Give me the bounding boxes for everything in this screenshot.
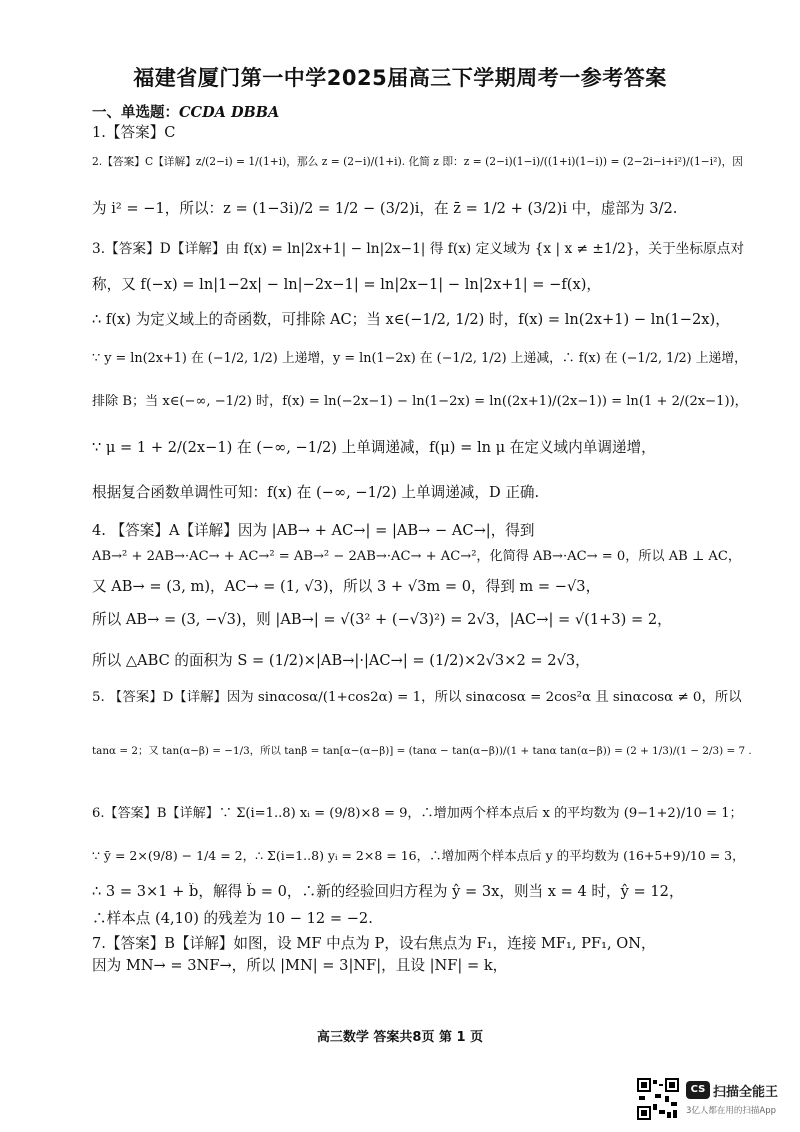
page-footer: 高三数学 答案共8页 第 1 页 bbox=[316, 1030, 484, 1045]
solution-line: 6.【答案】B【详解】∵ Σ(i=1..8) xᵢ = (9/8)×8 = 9，∴增加两个样本点后 x 的平均数为 (9−1+2)/10 = 1； bbox=[92, 806, 743, 821]
solution-line: 4. 【答案】A【详解】因为 |AB→ + AC→| = |AB→ − AC→|，得到 bbox=[92, 522, 535, 539]
solution-line: ∴样本点 (4,10) 的残差为 10 − 12 = −2. bbox=[92, 910, 373, 927]
page-title: 福建省厦门第一中学2025届高三下学期周考一参考答案 bbox=[133, 66, 667, 90]
camscanner-logo-icon: CS bbox=[686, 1081, 710, 1099]
qr-code-icon bbox=[637, 1078, 679, 1120]
camscanner-subtitle: 3亿人都在用的扫描App bbox=[686, 1106, 777, 1116]
solution-line: 为 i² = −1，所以：z = (1−3i)/2 = 1/2 − (3/2)i，在 z̄ = 1/2 + (3/2)i 中，虚部为 3/2. bbox=[92, 200, 678, 217]
section-single-choice bbox=[92, 104, 752, 122]
section-answers: CCDA DBBA bbox=[179, 104, 280, 121]
solution-line: 所以 △ABC 的面积为 S = (1/2)×|AB→|·|AC→| = (1/2)×2√3×2 = 2√3， bbox=[92, 652, 590, 669]
solution-line: AB→² + 2AB→·AC→ + AC→² = AB→² − 2AB→·AC→ + AC→²，化简得 AB→·AC→ = 0，所以 AB ⊥ AC， bbox=[92, 549, 741, 564]
section-heading: 一、单选题： bbox=[92, 105, 179, 121]
solution-line: 2.【答案】C【详解】z/(2−i) = 1/(1+i)，那么 z = (2−i)/(1+i). 化简 z 即：z = (2−i)(1−i)/((1+i)(1−i)) = (2−2i−i+i²)/(1−i²)，因 bbox=[92, 156, 743, 168]
solution-line: ∵ μ = 1 + 2/(2x−1) 在 (−∞, −1/2) 上单调递减，f(μ) = ln μ 在定义域内单调递增， bbox=[92, 439, 656, 456]
solution-line: tanα = 2；又 tan(α−β) = −1/3，所以 tanβ = tan[α−(α−β)] = (tanα − tan(α−β))/(1 + tanα tan(α−β)) = (2 + 1/3)/(1 − 2/3) = 7 . bbox=[92, 745, 752, 757]
solution-line: 所以 AB→ = (3, −√3)，则 |AB→| = √(3² + (−√3)²) = 2√3，|AC→| = √(1+3) = 2， bbox=[92, 611, 672, 628]
solution-line: 7.【答案】B【详解】如图，设 MF 中点为 P，设右焦点为 F₁，连接 MF₁, PF₁, ON， bbox=[92, 935, 656, 952]
camscanner-name: 扫描全能王 bbox=[713, 1085, 779, 1100]
solution-line: 因为 MN→ = 3NF→，所以 |MN| = 3|NF|，且设 |NF| = k， bbox=[92, 957, 508, 974]
solution-line: 称，又 f(−x) = ln|1−2x| − ln|−2x−1| = ln|2x−1| − ln|2x+1| = −f(x)， bbox=[92, 276, 601, 293]
solution-line: ∴ f(x) 为定义域上的奇函数，可排除 AC；当 x∈(−1/2, 1/2) 时，f(x) = ln(2x+1) − ln(1−2x)， bbox=[92, 311, 730, 328]
solution-line: 排除 B；当 x∈(−∞, −1/2) 时，f(x) = ln(−2x−1) − ln(1−2x) = ln((2x+1)/(2x−1)) = ln(1 + 2/(2x−1))， bbox=[92, 394, 748, 409]
solution-line: 3.【答案】D【详解】由 f(x) = ln|2x+1| − ln|2x−1| 得 f(x) 定义域为 {x | x ≠ ±1/2}，关于坐标原点对 bbox=[92, 241, 745, 257]
solution-line: 1.【答案】C bbox=[92, 124, 176, 141]
solution-line: 5. 【答案】D【详解】因为 sinαcosα/(1+cos2α) = 1，所以 sinαcosα = 2cos²α 且 sinαcosα ≠ 0，所以 bbox=[92, 690, 742, 705]
solution-line: ∴ 3 = 3×1 + b̂，解得 b̂ = 0，∴新的经验回归方程为 ŷ = 3x，则当 x = 4 时，ŷ = 12， bbox=[92, 883, 684, 900]
solution-line: 又 AB→ = (3, m)，AC→ = (1, √3)，所以 3 + √3m = 0，得到 m = −√3， bbox=[92, 578, 601, 595]
solution-line: ∵ y = ln(2x+1) 在 (−1/2, 1/2) 上递增，y = ln(1−2x) 在 (−1/2, 1/2) 上递减，∴ f(x) 在 (−1/2, 1/2) 上递增， bbox=[92, 351, 747, 366]
solution-line: ∵ ȳ = 2×(9/8) − 1/4 = 2，∴ Σ(i=1..8) yᵢ = 2×8 = 16，∴增加两个样本点后 y 的平均数为 (16+5+9)/10 = 3， bbox=[92, 848, 745, 863]
solution-line: 根据复合函数单调性可知：f(x) 在 (−∞, −1/2) 上单调递减，D 正确. bbox=[92, 484, 540, 501]
